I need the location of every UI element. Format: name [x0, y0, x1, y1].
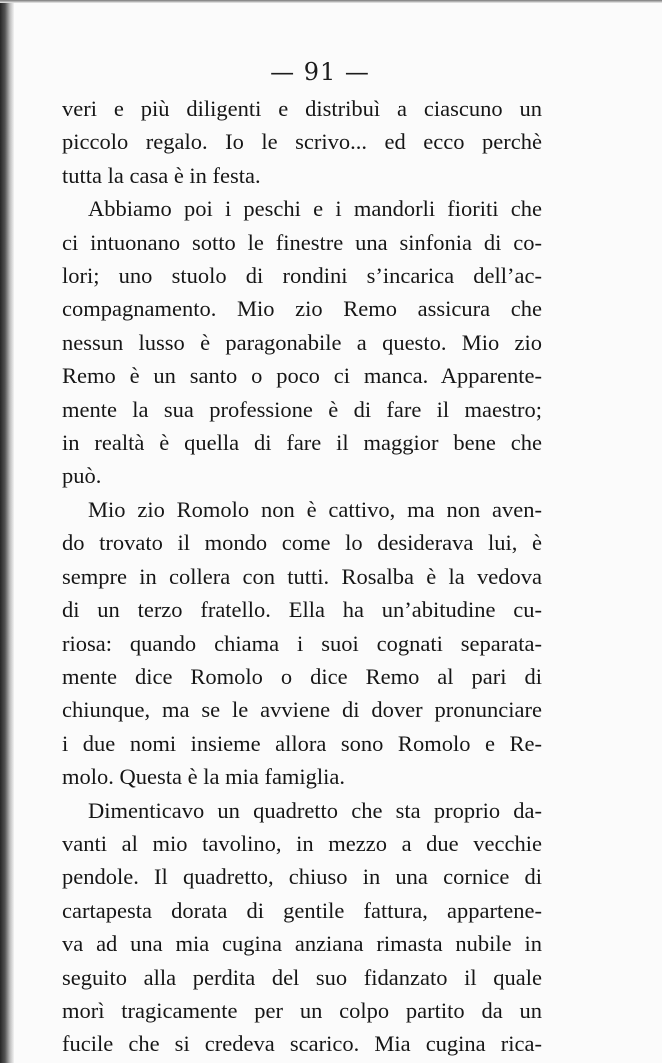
text-line: nessun lusso è paragonabile a questo. Mio zio — [62, 329, 542, 355]
text-line: in realtà è quella di fare il maggior bene che — [62, 430, 542, 456]
text-line: tutta la casa è in festa. — [62, 162, 261, 188]
text-line: veri e più diligenti e distribuì a ciascuno un — [62, 96, 542, 121]
text-line: riosa: quando chiama i suoi cognati separata- — [62, 630, 542, 656]
text-line: vanti al mio tavolino, in mezzo a due vecchie — [62, 830, 542, 856]
text-line: seguito alla perdita del suo fidanzato il quale — [62, 964, 542, 990]
text-line: do trovato il mondo come lo desiderava lui, è — [62, 530, 542, 556]
text-line: pendole. Il quadretto, chiuso in una cornice di — [62, 864, 542, 890]
text-line: mente la sua professione è di fare il maestro; — [62, 396, 542, 422]
page-top-edge — [0, 0, 662, 3]
page-number: — 91 — — [270, 58, 370, 86]
text-line: fucile che si credeva scarico. Mia cugina rica- — [62, 1031, 542, 1057]
text-line: di un terzo fratello. Ella ha un’abitudine cu- — [62, 597, 542, 623]
book-spine-shadow — [0, 0, 14, 1063]
text-line: Abbiamo poi i peschi e i mandorli fioriti che — [88, 196, 542, 222]
text-line: molo. Questa è la mia famiglia. — [62, 764, 346, 790]
text-line: compagnamento. Mio zio Remo assicura che — [62, 296, 542, 322]
text-line: va ad una mia cugina anziana rimasta nubile in — [62, 931, 542, 957]
text-line: Mio zio Romolo non è cattivo, ma non aven- — [88, 496, 542, 522]
text-line: ci intuonano sotto le finestre una sinfonia di co- — [62, 229, 542, 255]
text-line: morì tragicamente per un colpo partito da un — [62, 997, 542, 1023]
text-line: i due nomi insieme allora sono Romolo e Re- — [62, 730, 542, 756]
text-line: può. — [62, 463, 102, 489]
text-line: piccolo regalo. Io le scrivo... ed ecco perchè — [62, 129, 542, 155]
body-text — [62, 92, 542, 1061]
text-line: sempre in collera con tutti. Rosalba è la vedova — [62, 563, 542, 589]
text-line: cartapesta dorata di gentile fattura, appartene- — [62, 897, 542, 923]
text-line: lori; uno stuolo di rondini s’incarica dell’ac- — [62, 263, 542, 289]
text-line: mente dice Romolo o dice Remo al pari di — [62, 663, 542, 689]
text-line: Dimenticavo un quadretto che sta proprio da- — [88, 797, 542, 823]
text-line: Remo è un santo o poco ci manca. Apparente- — [62, 363, 542, 389]
text-line: chiunque, ma se le avviene di dover pronunciare — [62, 697, 542, 723]
